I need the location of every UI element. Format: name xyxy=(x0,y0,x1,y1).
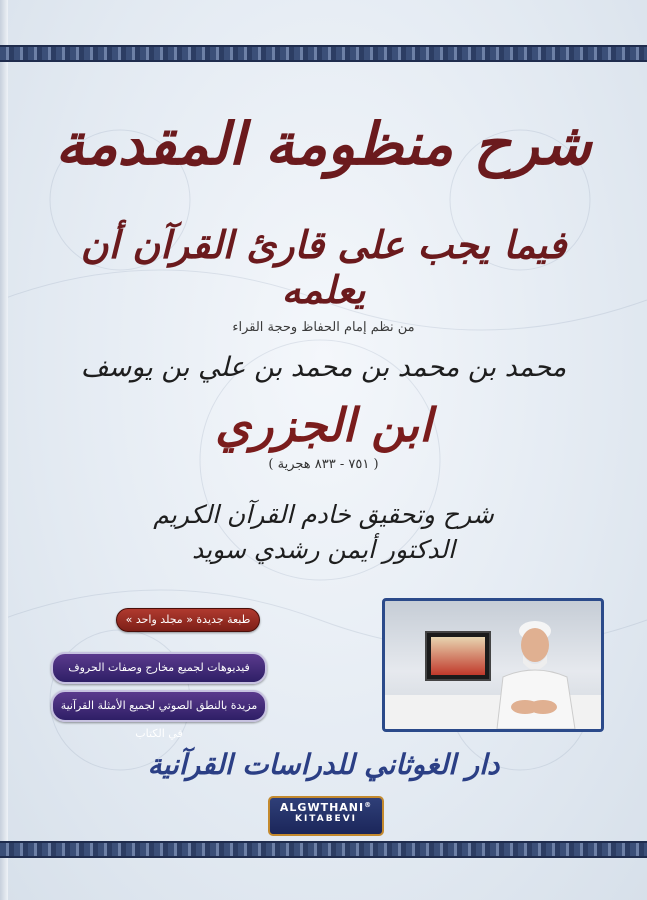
top-band-border xyxy=(0,45,647,47)
bottom-band-border xyxy=(0,856,647,858)
top-decorative-band xyxy=(0,46,647,60)
book-subtitle: فيما يجب على قارئ القرآن أن يعلمه xyxy=(80,222,567,312)
logo-line1: ALGWTHANI xyxy=(279,801,365,814)
author-dates: ( ٧٥١ - ٨٣٣ هجرية ) xyxy=(268,457,379,472)
from-verse-line: من نظم إمام الحفاظ وحجة القراء xyxy=(232,320,415,335)
top-band-border xyxy=(0,60,647,62)
commentator-name: الدكتور أيمن رشدي سويد xyxy=(191,535,455,564)
book-title: شرح منظومة المقدمة xyxy=(55,110,592,178)
registered-mark: ® xyxy=(364,801,373,809)
monitor-image xyxy=(425,631,491,681)
feature-badge-videos: فيديوهات لجميع مخارج وصفات الحروف xyxy=(51,652,267,684)
person-figure xyxy=(485,611,581,729)
author-photo xyxy=(382,598,604,732)
author-short-name: ابن الجزري xyxy=(215,398,432,452)
bottom-decorative-band xyxy=(0,842,647,856)
publisher-name-arabic: دار الغوثاني للدراسات القرآنية xyxy=(147,748,500,781)
author-full-name: محمد بن محمد بن محمد بن علي بن يوسف xyxy=(80,352,567,383)
publisher-logo xyxy=(268,796,384,836)
commentary-line: شرح وتحقيق خادم القرآن الكريم xyxy=(153,500,494,529)
feature-badge-audio: مزيدة بالنطق الصوتي لجميع الأمثلة القرآنية في الكتاب xyxy=(51,690,267,722)
edition-badge: طبعة جديدة « مجلد واحد » xyxy=(116,608,260,632)
logo-line2: KITABEVI xyxy=(294,814,358,824)
bottom-band-border xyxy=(0,841,647,843)
